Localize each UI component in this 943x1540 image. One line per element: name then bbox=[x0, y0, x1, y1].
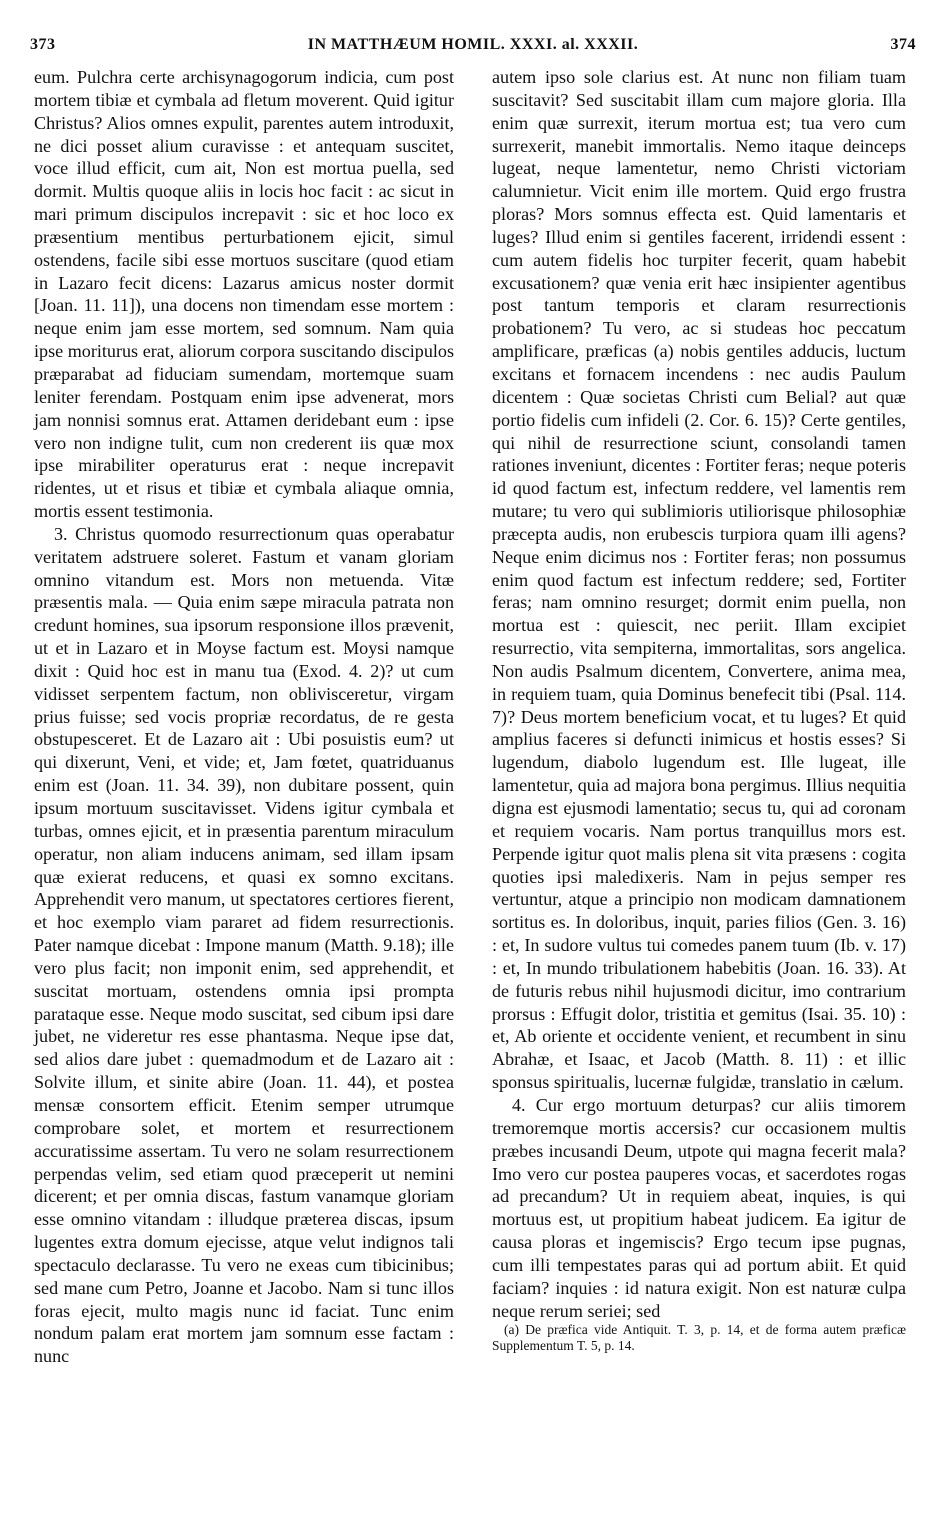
paragraph: autem ipso sole clarius est. At nunc non filiam tuam suscitavit? Sed suscitabit illam cum majore gloria. Illa enim quæ surrexit, iterum mortua est; tua vero cum surrexerit, manebit immortalis. Nemo itaque deinceps lugeat, neque lamentetur, nemo Christi victoriam calumnietur. Vicit enim ille mortem. Quid ergo frustra ploras? Mors somnus effecta est. Quid lamentaris et luges? Illud enim si gentiles facerent, irridendi essent : cum autem fidelis hoc turpiter fecerit, quam habebit excusationem? quæ venia erit hæc insipienter agentibus post tantum temporis et claram resurrectionis probationem? Tu vero, ac si studeas hoc peccatum amplificare, præficas (a) nobis gentiles adducis, luctum excitans et fornacem incendens : nec audis Paulum dicentem : Quæ societas Christi cum Belial? aut quæ portio fidelis cum infideli (2. Cor. 6. 15)? Certe gentiles, qui nihil de resurrectione sciunt, consolandi tamen rationes inveniunt, dicentes : Fortiter feras; neque poteris id quod factum est, infectum reddere, vel lamentis rem mutare; tu vero qui sublimioris utiliorisque philosophiæ præcepta audis, non erubescis turpiora quam illi agens? Neque enim dicimus nos : Fortiter feras; non possumus enim quod factum est infectum reddere; sed, Fortiter feras; nam omnino resurget; dormit enim puella, non mortua est : quiescit, nec periit. Illam excipiet resurrectio, vita sempiterna, immortalitas, sors angelica. Non audis Psalmum dicentem, Convertere, anima mea, in requiem tuam, quia Dominus benefecit tibi (Psal. 114. 7)? Deus mortem beneficium vocat, et tu luges? Et quid amplius faceres si defuncti inimicus et hostis esses? Si lugendum, diabolo lugendum est. Ille lugeat, ille lamentetur, quia ad majora bona pergimus. Illius nequitia digna est ejusmodi lamentatio; secus tu, qui ad coronam et requiem vocaris. Nam portus tranquillus mors est. Perpende igitur quot malis plena sit vita præsens : cogita quoties ipsi maledixeris. Nam in pejus semper res vertuntur, atque a principio non modicam damnationem sortitus es. In doloribus, inquit, paries filios (Gen. 3. 16) : et, In sudore vultus tui comedes panem tuum (Ib. v. 17) : et, In mundo tribulationem habebitis (Joan. 16. 33). At de futuris rebus nihil hujusmodi dicitur, imo contrarium prorsus : Effugit dolor, tristitia et gemitus (Isai. 35. 10) : et, Ab oriente et occidente venient, et recumbent in sinu Abrahæ, et Isaac, et Jacob (Matth. 8. 11) : et illic sponsus spiritualis, lucernæ fulgidæ, translatio in cælum. bbox=[492, 67, 906, 1093]
page-number-left: 373 bbox=[30, 36, 56, 53]
paragraph-section-3: 3. Christus quomodo resurrectionum quas operabatur veritatem adstruere soleret. Fastum et vanam gloriam omnino vitandum est. Mors non metuenda. Vitæ præsentis mala. — Quia enim sæpe miracula patrata non credunt homines, sua ipsorum responsione illos prævenit, ut et in Lazaro et in Moyse factum est. Moysi namque dixit : Quid hoc est in manu tua (Exod. 4. 2)? ut cum vidisset serpentem factum, non oblivisceretur, virgam prius fuisse; sed vocis propriæ recordatus, de re gesta obstupesceret. Et de Lazaro ait : Ubi posuistis eum? ut qui dixerunt, Veni, et vide; et, Jam fœtet, quatriduanus enim est (Joan. 11. 34. 39), non dubitare possent, quin ipsum mortuum suscitavisset. Videns igitur cymbala et turbas, omnes ejicit, et in præsentia parentum miraculum operatur, non aliam inducens animam, sed illam ipsam quæ exierat reducens, et quasi ex somno excitans. Apprehendit vero manum, ut spectatores certiores fierent, et hoc exemplo viam pararet ad fidem resurrectionis. Pater namque dicebat : Impone manum (Matth. 9.18); ille vero plus facit; non imponit enim, sed apprehendit, et suscitat mortuam, ostendens omnia ipsi prompta parataque esse. Neque modo suscitat, sed cibum ipsi dare jubet, ne videretur res esse phantasma. Neque ipse dat, sed alios dare jubet : quemadmodum et de Lazaro ait : Solvite illum, et sinite abire (Joan. 11. 44), et postea mensæ consortem efficit. Etenim semper utrumque comprobare solet, et mortem et resurrectionem accuratissime assertam. Tu vero ne solam resurrectionem perpendas velim, sed etiam quod præceperit ut nemini dicerent; et per omnia discas, fastum vanamque gloriam esse omnino vitandam : illudque præterea discas, ipsum lugentes extra domum ejecisse, atque velut indignos tali spectaculo declarasse. Tu vero ne exeas cum tibicinibus; sed mane cum Petro, Joanne et Jacobo. Nam si tunc illos foras ejecit, multo magis nunc id faciat. Tunc enim nondum palam erat mortem jam somnum esse factam : nunc bbox=[34, 523, 454, 1367]
running-header bbox=[30, 36, 916, 60]
footnote: (a) De præfica vide Antiquit. T. 3, p. 14, et de forma autem præficæ Supplementum T. 5, p. 14. bbox=[492, 1322, 906, 1354]
paragraph: eum. Pulchra certe archisynagogorum indicia, cum post mortem tibiæ et cymbala ad fletum moverent. Quid igitur Christus? Alios omnes expulit, parentes autem introduxit, ne dici posset alium curavisse : et antequam suscitet, voce illud efficit, cum ait, Non est mortua puella, sed dormit. Multis quoque aliis in locis hoc facit : ac sicut in mari primum discipulos increpavit : sic et hoc loco ex præsentium mentibus perturbationem ejicit, simul ostendens, facile sibi esse mortuos suscitare (quod etiam in Lazaro fecit dicens: Lazarus amicus noster dormit [Joan. 11. 11]), una docens non timendam esse mortem : neque enim jam esse mortem, sed somnum. Nam quia ipse moriturus erat, aliorum corpora suscitando discipulos præparabat ad fiduciam sumendam, mortemque suam leniter ferendam. Postquam enim ipse advenerat, mors jam nonnisi somnus erat. Attamen deridebant eum : ipse vero non indigne tulit, cum non crederent iis quæ mox ipse mirabiliter operaturus erat : neque increpavit ridentes, ut et risus et tibiæ et cymbala aliaque omnia, mortis essent testimonia. bbox=[34, 67, 454, 522]
page-number-right: 374 bbox=[890, 36, 916, 53]
paragraph-section-4: 4. Cur ergo mortuum deturpas? cur aliis timorem tremoremque mortis accersis? cur occasionem multis præbes incusandi Deum, utpote qui magna fecerit mala? Imo vero cur postea pauperes vocas, et sacerdotes rogas ad precandum? Ut in requiem abeat, inquies, is qui mortuus est, ut propitium habeat judicem. Ea igitur de causa ploras et ingemiscis? Ergo tecum ipse pugnas, cum illi tempestates paras qui ad portum abiit. Et quid faciam? inquies : id natura exigit. Non est naturæ culpa neque rerum seriei; sed bbox=[492, 1094, 906, 1321]
running-title: IN MATTHÆUM HOMIL. XXXI. al. XXXII. bbox=[307, 36, 639, 53]
left-column bbox=[34, 66, 454, 1368]
right-column bbox=[492, 66, 906, 1354]
